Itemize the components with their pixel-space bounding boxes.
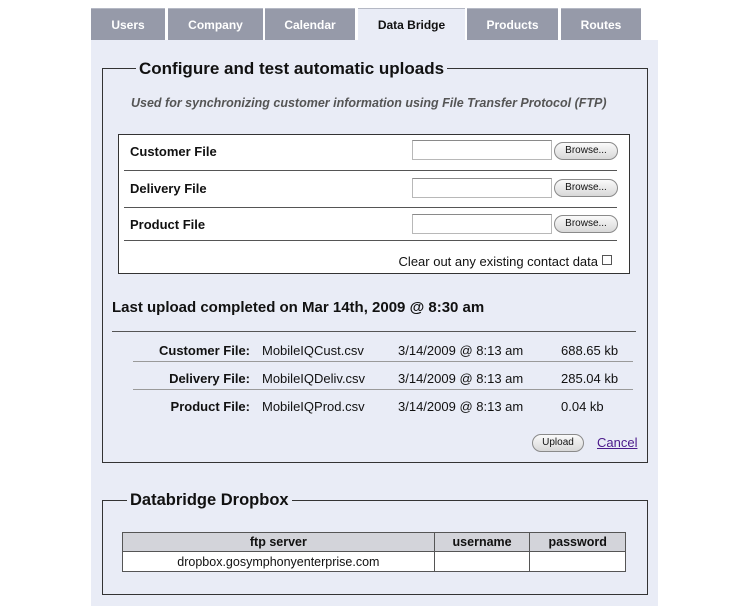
password-header: password xyxy=(530,533,626,552)
tab-users[interactable]: Users xyxy=(91,8,165,40)
cancel-link[interactable]: Cancel xyxy=(597,435,638,450)
clear-contact-data-row xyxy=(119,251,629,271)
upload-row-key: Delivery File: xyxy=(169,371,250,386)
configure-uploads-legend: Configure and test automatic uploads xyxy=(136,59,447,79)
table-row xyxy=(123,552,626,572)
tab-data-bridge[interactable]: Data Bridge xyxy=(358,8,465,41)
product-file-label: Product File xyxy=(130,217,206,232)
tab-calendar[interactable]: Calendar xyxy=(265,8,355,40)
password-value xyxy=(530,552,626,572)
tab-company[interactable]: Company xyxy=(168,8,263,40)
delivery-file-label: Delivery File xyxy=(130,181,207,196)
product-file-browse-button[interactable]: Browse... xyxy=(554,215,618,233)
ftp-server-value: dropbox.gosymphonyenterprise.com xyxy=(123,552,435,572)
divider xyxy=(133,389,633,390)
ftp-server-header: ftp server xyxy=(123,533,435,552)
tab-routes[interactable]: Routes xyxy=(561,8,641,40)
username-value xyxy=(434,552,530,572)
divider xyxy=(133,361,633,362)
last-upload-status: Last upload completed on Mar 14th, 2009 @ 8:30 am xyxy=(112,299,485,316)
delivery-file-browse-button[interactable]: Browse... xyxy=(554,179,618,197)
file-upload-box xyxy=(118,134,630,274)
configure-subtitle: Used for synchronizing customer information using File Transfer Protocol (FTP) xyxy=(131,96,607,110)
divider xyxy=(124,240,617,241)
upload-row-product xyxy=(133,396,633,418)
dropbox-table xyxy=(122,532,626,572)
customer-file-label: Customer File xyxy=(130,144,217,159)
product-file-input[interactable] xyxy=(412,214,552,234)
tab-products[interactable]: Products xyxy=(467,8,558,40)
upload-row-file: MobileIQCust.csv xyxy=(262,343,364,358)
upload-row-key: Product File: xyxy=(170,399,250,414)
upload-row-size: 0.04 kb xyxy=(561,399,604,414)
delivery-file-row xyxy=(119,171,629,208)
upload-row-size: 688.65 kb xyxy=(561,343,619,358)
upload-row-file: MobileIQDeliv.csv xyxy=(262,371,366,386)
upload-row-key: Customer File: xyxy=(158,343,250,358)
username-header: username xyxy=(434,533,530,552)
upload-row-file: MobileIQProd.csv xyxy=(262,399,365,414)
product-file-row xyxy=(119,208,629,241)
checkbox-empty-icon[interactable] xyxy=(602,255,612,265)
upload-row-date: 3/14/2009 @ 8:13 am xyxy=(398,371,524,386)
upload-row-customer xyxy=(133,340,633,362)
databridge-dropbox-legend: Databridge Dropbox xyxy=(127,491,292,510)
upload-row-date: 3/14/2009 @ 8:13 am xyxy=(398,343,524,358)
customer-file-input[interactable] xyxy=(412,140,552,160)
divider xyxy=(112,331,636,332)
delivery-file-input[interactable] xyxy=(412,178,552,198)
upload-row-date: 3/14/2009 @ 8:13 am xyxy=(398,399,524,414)
upload-row-delivery xyxy=(133,368,633,390)
upload-button[interactable]: Upload xyxy=(532,434,584,452)
clear-contact-data-label: Clear out any existing contact data xyxy=(398,254,598,269)
customer-file-browse-button[interactable]: Browse... xyxy=(554,142,618,160)
table-header-row xyxy=(123,533,626,552)
upload-row-size: 285.04 kb xyxy=(561,371,619,386)
customer-file-row xyxy=(119,135,629,171)
